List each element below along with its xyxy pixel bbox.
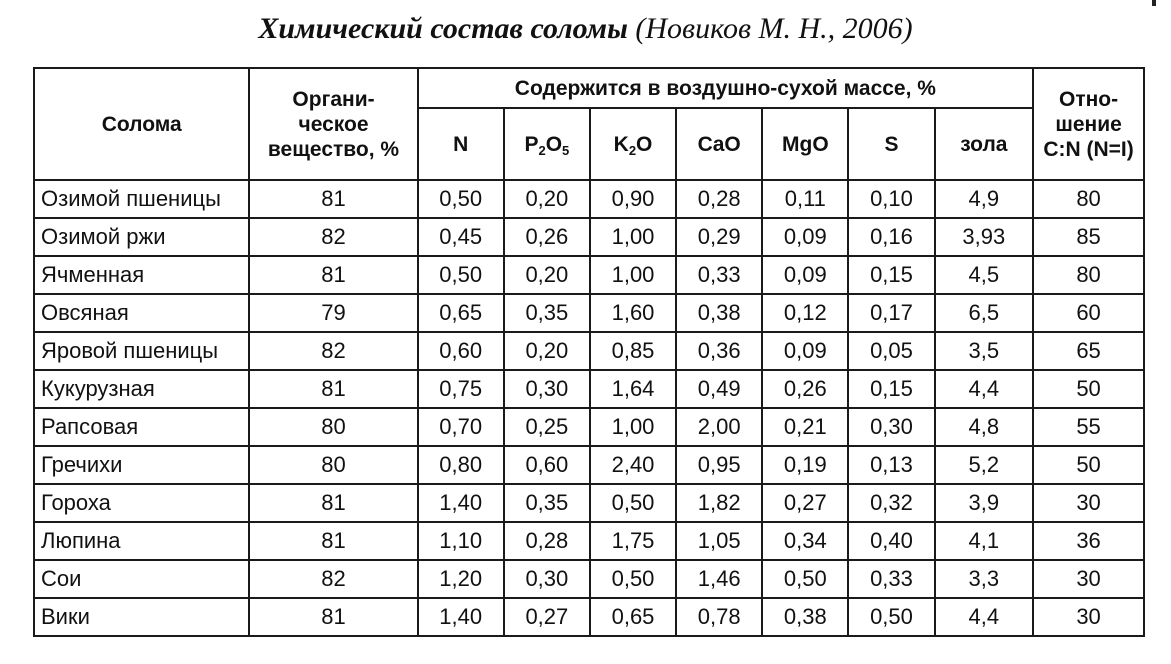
cell-ash: 5,2: [935, 446, 1034, 484]
cell-cn-ratio: 65: [1033, 332, 1144, 370]
header-content-group: Содержится в воздушно-сухой массе, %: [418, 68, 1034, 108]
cell-ash: 4,4: [935, 370, 1034, 408]
cell-ash: 3,93: [935, 218, 1034, 256]
cell-p2o5: 0,30: [504, 560, 590, 598]
cell-organic-matter: 80: [249, 408, 417, 446]
cell-p2o5: 0,35: [504, 294, 590, 332]
table-row: [34, 446, 1144, 484]
cell-n: 1,40: [418, 484, 504, 522]
cell-mgo: 0,38: [762, 598, 848, 636]
cell-straw-name: Кукурузная: [34, 370, 249, 408]
cell-k2o: 0,90: [590, 180, 676, 218]
cell-n: 0,45: [418, 218, 504, 256]
cell-mgo: 0,09: [762, 256, 848, 294]
caption-title: Химический состав соломы: [258, 12, 628, 45]
cell-mgo: 0,26: [762, 370, 848, 408]
cell-organic-matter: 81: [249, 370, 417, 408]
table-row: [34, 560, 1144, 598]
header-organic-line2: ческое: [298, 112, 369, 136]
header-ratio-line2: шение: [1055, 112, 1122, 136]
cell-cao: 1,82: [676, 484, 762, 522]
cell-ash: 6,5: [935, 294, 1034, 332]
cell-cn-ratio: 30: [1033, 560, 1144, 598]
cell-straw-name: Рапсовая: [34, 408, 249, 446]
header-ratio-line1: Отно-: [1059, 87, 1119, 111]
header-organic-line3: вещество, %: [267, 137, 400, 161]
header-straw: Солома: [34, 68, 249, 180]
straw-composition-table: [33, 67, 1145, 637]
cell-n: 0,50: [418, 256, 504, 294]
cell-k2o: 1,64: [590, 370, 676, 408]
header-row-top: [34, 68, 1144, 108]
cell-cao: 0,38: [676, 294, 762, 332]
cell-n: 0,80: [418, 446, 504, 484]
cell-organic-matter: 82: [249, 560, 417, 598]
cell-p2o5: 0,30: [504, 370, 590, 408]
cell-p2o5: 0,20: [504, 332, 590, 370]
cell-s: 0,32: [848, 484, 934, 522]
cell-mgo: 0,27: [762, 484, 848, 522]
table-row: [34, 218, 1144, 256]
header-cn-ratio: [1033, 68, 1144, 180]
cell-s: 0,33: [848, 560, 934, 598]
cell-cao: 1,05: [676, 522, 762, 560]
cell-n: 0,60: [418, 332, 504, 370]
header-organic-line1: Органи-: [292, 87, 375, 111]
cell-n: 0,65: [418, 294, 504, 332]
cell-organic-matter: 82: [249, 218, 417, 256]
table-row: [34, 294, 1144, 332]
cell-straw-name: Сои: [34, 560, 249, 598]
cell-s: 0,10: [848, 180, 934, 218]
cell-s: 0,50: [848, 598, 934, 636]
table-row: [34, 484, 1144, 522]
cell-s: 0,16: [848, 218, 934, 256]
table-row: [34, 522, 1144, 560]
table-row: [34, 408, 1144, 446]
cell-cn-ratio: 55: [1033, 408, 1144, 446]
table-row: [34, 598, 1144, 636]
cell-s: 0,13: [848, 446, 934, 484]
cell-cao: 2,00: [676, 408, 762, 446]
cell-straw-name: Овсяная: [34, 294, 249, 332]
table-row: [34, 256, 1144, 294]
cell-organic-matter: 81: [249, 484, 417, 522]
cell-cn-ratio: 50: [1033, 446, 1144, 484]
cell-mgo: 0,19: [762, 446, 848, 484]
cell-k2o: 1,75: [590, 522, 676, 560]
cell-cao: 0,78: [676, 598, 762, 636]
header-cao: CaO: [676, 108, 762, 180]
cell-s: 0,05: [848, 332, 934, 370]
cell-cao: 0,29: [676, 218, 762, 256]
cell-ash: 3,5: [935, 332, 1034, 370]
cell-cao: 0,36: [676, 332, 762, 370]
cell-mgo: 0,34: [762, 522, 848, 560]
cell-p2o5: 0,27: [504, 598, 590, 636]
cell-k2o: 0,65: [590, 598, 676, 636]
cell-cn-ratio: 60: [1033, 294, 1144, 332]
cell-k2o: 0,50: [590, 560, 676, 598]
cell-k2o: 1,00: [590, 256, 676, 294]
cell-straw-name: Яровой пшеницы: [34, 332, 249, 370]
header-s: S: [848, 108, 934, 180]
cell-cn-ratio: 50: [1033, 370, 1144, 408]
cell-organic-matter: 81: [249, 180, 417, 218]
cell-p2o5: 0,25: [504, 408, 590, 446]
cell-cn-ratio: 80: [1033, 256, 1144, 294]
cell-p2o5: 0,26: [504, 218, 590, 256]
cell-k2o: 1,00: [590, 218, 676, 256]
cell-k2o: 1,00: [590, 408, 676, 446]
cell-straw-name: Озимой пшеницы: [34, 180, 249, 218]
cell-n: 1,20: [418, 560, 504, 598]
cell-k2o: 1,60: [590, 294, 676, 332]
cell-organic-matter: 81: [249, 522, 417, 560]
cell-k2o: 2,40: [590, 446, 676, 484]
table-row: [34, 370, 1144, 408]
cell-cao: 0,28: [676, 180, 762, 218]
cell-p2o5: 0,20: [504, 256, 590, 294]
cell-organic-matter: 82: [249, 332, 417, 370]
header-p2o5: $P_2O_5$: [504, 108, 590, 180]
cell-organic-matter: 81: [249, 256, 417, 294]
cell-mgo: 0,09: [762, 218, 848, 256]
cell-n: 0,50: [418, 180, 504, 218]
cell-p2o5: 0,20: [504, 180, 590, 218]
cell-s: 0,40: [848, 522, 934, 560]
cell-straw-name: Гречихи: [34, 446, 249, 484]
cell-n: 1,40: [418, 598, 504, 636]
cell-ash: 4,1: [935, 522, 1034, 560]
header-ratio-line3: C:N (N=I): [1043, 137, 1134, 161]
cell-mgo: 0,11: [762, 180, 848, 218]
cell-s: 0,15: [848, 256, 934, 294]
cell-cn-ratio: 30: [1033, 484, 1144, 522]
header-ash: зола: [935, 108, 1034, 180]
cell-p2o5: 0,35: [504, 484, 590, 522]
cell-cao: 0,49: [676, 370, 762, 408]
cell-cn-ratio: 80: [1033, 180, 1144, 218]
cell-straw-name: Ячменная: [34, 256, 249, 294]
cell-ash: 4,5: [935, 256, 1034, 294]
cell-ash: 3,9: [935, 484, 1034, 522]
page-edge-mark: [1152, 0, 1156, 6]
caption-source: (Новиков М. Н., 2006): [635, 12, 913, 45]
cell-mgo: 0,21: [762, 408, 848, 446]
table-row: [34, 332, 1144, 370]
cell-cn-ratio: 36: [1033, 522, 1144, 560]
cell-organic-matter: 79: [249, 294, 417, 332]
cell-mgo: 0,12: [762, 294, 848, 332]
cell-mgo: 0,09: [762, 332, 848, 370]
table-body: [34, 180, 1144, 636]
cell-ash: 4,4: [935, 598, 1034, 636]
cell-n: 1,10: [418, 522, 504, 560]
cell-straw-name: Гороха: [34, 484, 249, 522]
cell-cao: 1,46: [676, 560, 762, 598]
cell-ash: 4,9: [935, 180, 1034, 218]
cell-s: 0,15: [848, 370, 934, 408]
cell-k2o: 0,85: [590, 332, 676, 370]
cell-straw-name: Вики: [34, 598, 249, 636]
cell-cao: 0,95: [676, 446, 762, 484]
cell-straw-name: Люпина: [34, 522, 249, 560]
cell-n: 0,70: [418, 408, 504, 446]
header-k2o: $K_2O$: [590, 108, 676, 180]
cell-ash: 4,8: [935, 408, 1034, 446]
cell-cao: 0,33: [676, 256, 762, 294]
cell-cn-ratio: 85: [1033, 218, 1144, 256]
cell-cn-ratio: 30: [1033, 598, 1144, 636]
header-mgo: MgO: [762, 108, 848, 180]
cell-organic-matter: 80: [249, 446, 417, 484]
table-caption: [0, 8, 1171, 50]
cell-ash: 3,3: [935, 560, 1034, 598]
cell-p2o5: 0,60: [504, 446, 590, 484]
cell-s: 0,17: [848, 294, 934, 332]
cell-s: 0,30: [848, 408, 934, 446]
cell-organic-matter: 81: [249, 598, 417, 636]
cell-k2o: 0,50: [590, 484, 676, 522]
cell-straw-name: Озимой ржи: [34, 218, 249, 256]
header-n: N: [418, 108, 504, 180]
table-row: [34, 180, 1144, 218]
cell-p2o5: 0,28: [504, 522, 590, 560]
header-organic-matter: [249, 68, 417, 180]
cell-mgo: 0,50: [762, 560, 848, 598]
cell-n: 0,75: [418, 370, 504, 408]
